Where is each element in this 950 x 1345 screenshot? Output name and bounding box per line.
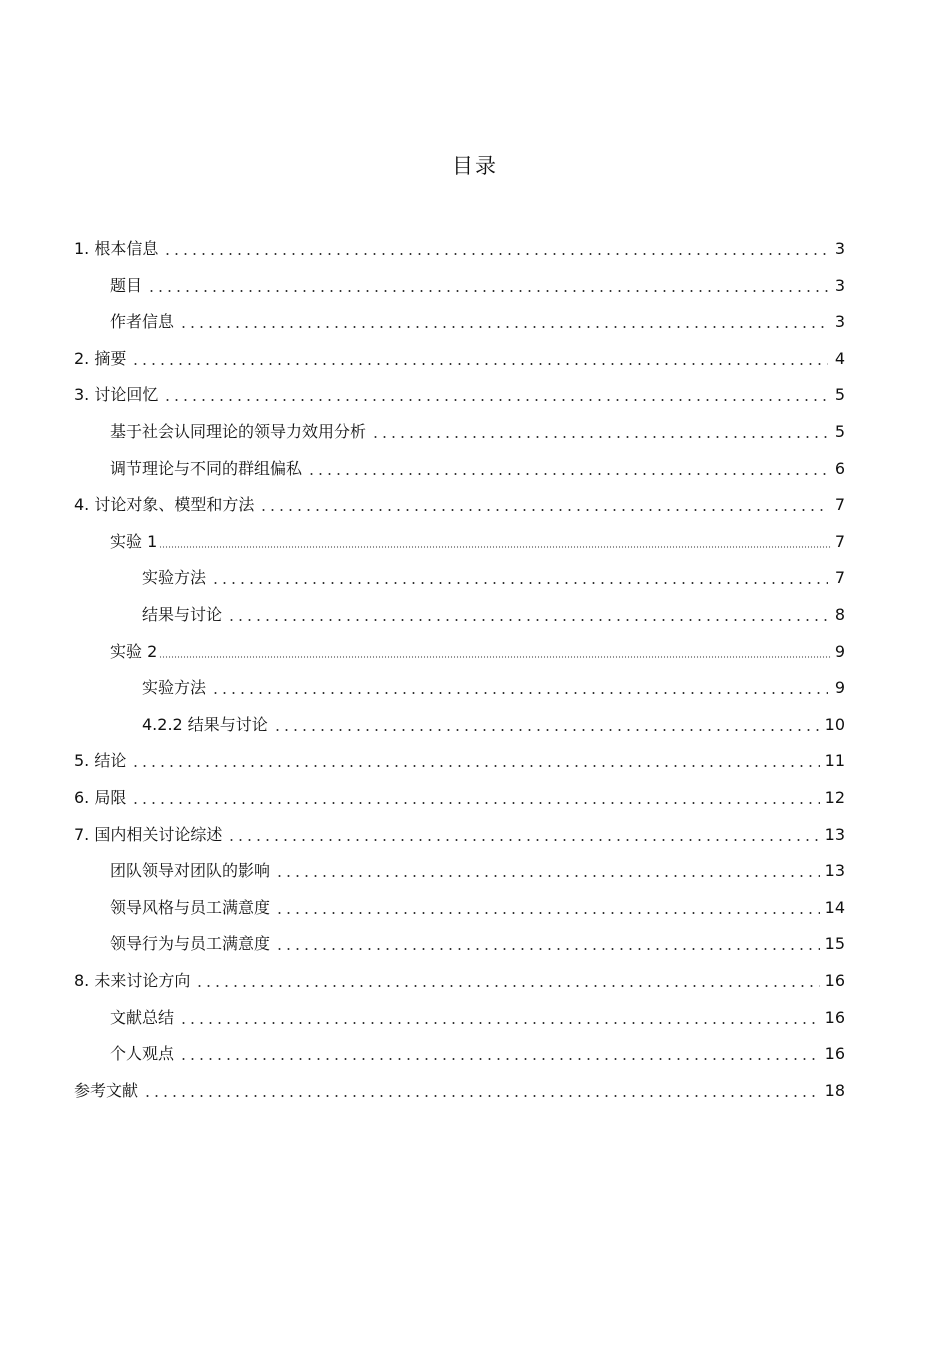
toc-entry-label: 题目 (110, 275, 143, 295)
toc-entry-label: 参考文献 (74, 1080, 139, 1100)
toc-entry-page-number: 14 (824, 897, 845, 917)
toc-entry-label: 实验 2 (110, 641, 158, 661)
toc-entry-page-number: 7 (834, 568, 845, 588)
toc-entry-label: 4. 讨论对象、模型和方法 (74, 495, 255, 515)
toc-entry-page-number: 7 (834, 495, 845, 515)
toc-entry-page-number: 16 (824, 971, 845, 990)
dot-leader (179, 326, 828, 328)
toc-entry[interactable] (110, 451, 845, 487)
toc-entry-page-number: 3 (834, 312, 845, 332)
toc-entry-label: 领导风格与员工满意度 (110, 897, 271, 917)
dot-leader (211, 692, 828, 694)
toc-entry[interactable] (110, 853, 845, 889)
toc-entry[interactable] (74, 817, 845, 853)
toc-entry-label: 团队领导对团队的影响 (110, 861, 271, 881)
toc-entry[interactable] (74, 743, 845, 779)
toc-entry[interactable] (110, 926, 845, 962)
toc-entry-label: 实验方法 (142, 678, 207, 698)
dot-leader (211, 582, 828, 584)
toc-entry-page-number: 15 (824, 934, 845, 954)
toc-entry-page-number: 16 (824, 1044, 845, 1064)
dot-leader (179, 1058, 820, 1060)
dot-leader (131, 765, 819, 767)
toc-entry-label: 1. 根本信息 (74, 239, 159, 258)
dot-leader (163, 399, 828, 401)
dot-leader (273, 729, 820, 731)
dot-leader (275, 912, 820, 914)
toc-entry[interactable] (74, 487, 845, 523)
toc-entry-label: 实验方法 (142, 568, 207, 588)
toc-entry-page-number: 5 (834, 422, 845, 441)
toc-entry-page-number: 9 (834, 678, 845, 698)
toc-entry-label: 文献总结 (110, 1007, 175, 1027)
toc-entry-page-number: 3 (834, 239, 845, 258)
toc-entry-label: 7. 国内相关讨论综述 (74, 824, 223, 844)
dot-leader (307, 473, 828, 475)
toc-entry-label: 调节理论与不同的群组偏私 (110, 458, 303, 478)
toc-entry[interactable] (74, 231, 845, 267)
toc-entry[interactable] (110, 1036, 845, 1072)
toc-entry-label: 3. 讨论回忆 (74, 385, 159, 405)
toc-entry-page-number: 8 (834, 605, 845, 624)
toc-entry-label: 个人观点 (110, 1044, 175, 1064)
toc-entry-label: 实验 1 (110, 531, 158, 551)
toc-entry[interactable] (74, 377, 845, 413)
toc-entry[interactable] (110, 1000, 845, 1036)
toc-entry-label: 作者信息 (110, 312, 175, 332)
dot-leader (159, 546, 831, 548)
toc-entry-label: 基于社会认同理论的领导力效用分析 (110, 422, 367, 441)
toc-entry-label: 8. 未来讨论方向 (74, 971, 191, 990)
dot-leader (179, 1022, 820, 1024)
toc-entry[interactable] (74, 963, 845, 999)
toc-entry-label: 结果与讨论 (142, 605, 223, 624)
dot-leader (227, 619, 828, 621)
toc-entry[interactable] (142, 560, 845, 596)
toc-entry-page-number: 13 (824, 861, 845, 881)
toc-entry-page-number: 9 (834, 641, 845, 661)
dot-leader (143, 1095, 820, 1097)
toc-entry-label: 2. 摘要 (74, 348, 127, 368)
toc-entry-label: 4.2.2 结果与讨论 (142, 714, 268, 734)
toc-entry-page-number: 16 (824, 1007, 845, 1027)
toc-entry-page-number: 10 (824, 714, 845, 734)
toc-entry-label: 6. 局限 (74, 788, 127, 807)
page-title: 目录 (452, 154, 498, 178)
toc-entry-page-number: 4 (834, 348, 845, 368)
dot-leader (371, 436, 828, 438)
toc-entry[interactable] (110, 890, 845, 926)
dot-leader (275, 948, 820, 950)
toc-entry-page-number: 6 (834, 458, 845, 478)
dot-leader (159, 656, 831, 658)
toc-entry[interactable] (142, 670, 845, 706)
toc-entry[interactable] (110, 524, 845, 560)
toc-entry-label: 5. 结论 (74, 751, 127, 771)
toc-entry[interactable] (110, 304, 845, 340)
dot-leader (147, 290, 828, 292)
dot-leader (131, 802, 819, 804)
dot-leader (195, 985, 819, 987)
toc-entry[interactable] (110, 268, 845, 304)
dot-leader (259, 509, 828, 511)
dot-leader (163, 253, 828, 255)
toc-entry-page-number: 12 (824, 788, 845, 807)
toc-entry-label: 领导行为与员工满意度 (110, 934, 271, 954)
toc-entry[interactable] (110, 634, 845, 670)
toc-entry-page-number: 13 (824, 824, 845, 844)
toc-entry-page-number: 3 (834, 275, 845, 295)
toc-entry[interactable] (110, 414, 845, 450)
toc-entry[interactable] (142, 707, 845, 743)
dot-leader (131, 363, 828, 365)
dot-leader (275, 875, 820, 877)
toc-entry-page-number: 5 (834, 385, 845, 405)
toc-entry[interactable] (142, 597, 845, 633)
dot-leader (227, 839, 819, 841)
toc-entry-page-number: 11 (824, 751, 845, 771)
toc-entry-page-number: 7 (834, 531, 845, 551)
toc-entry[interactable] (74, 780, 845, 816)
toc-entry-page-number: 18 (824, 1080, 845, 1100)
toc-entry[interactable] (74, 1073, 845, 1109)
toc-entry[interactable] (74, 341, 845, 377)
